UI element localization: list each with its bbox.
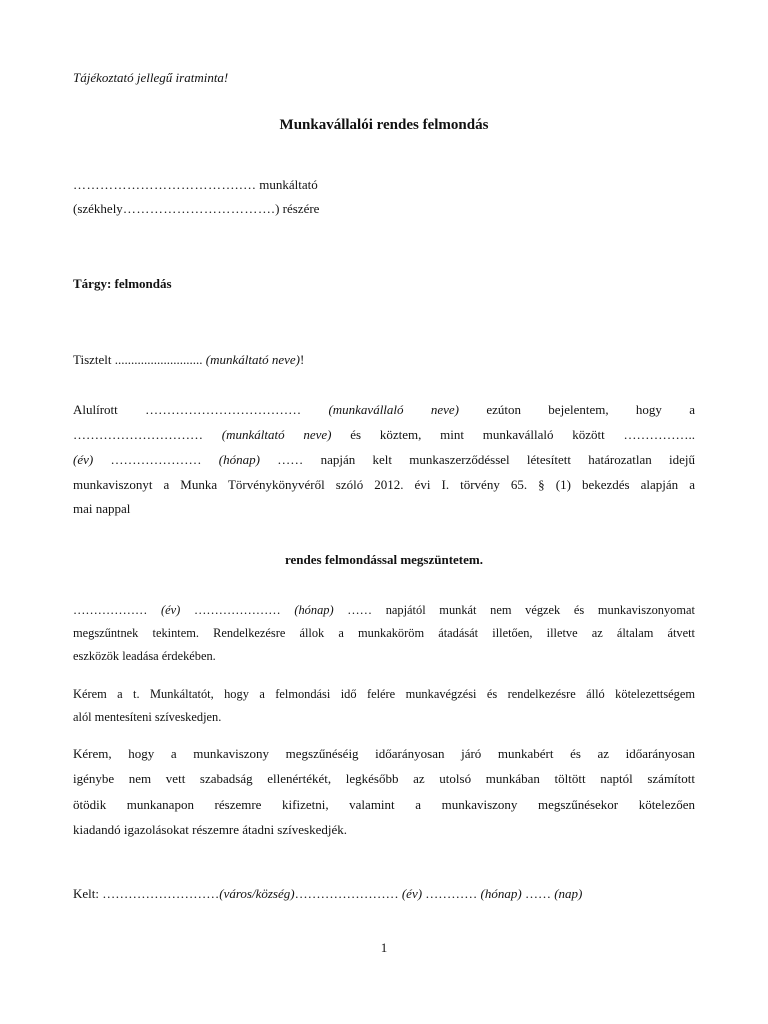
blank-employer-name: ………………………… — [73, 427, 203, 442]
text: napján kelt munkaszerződéssel létesített határozatlan idejű — [320, 452, 696, 467]
para3-line-2: alól mentesíteni szíveskedjen. — [73, 710, 222, 724]
date-label: Kelt: — [73, 886, 99, 901]
document-title: Munkavállalói rendes felmondás — [279, 117, 489, 133]
para1-line-5: mai nappal — [73, 501, 131, 516]
placeholder-month: (hónap) — [218, 452, 260, 467]
para3-line-1: Kérem a t. Munkáltatót, hogy a felmondási idő felére munkavégzési és rendelkezésre álló kötelezettségem — [73, 687, 695, 701]
blank-month: ………… — [425, 886, 478, 901]
blank-year: ……………… — [73, 603, 148, 617]
addressee-line-2 — [73, 201, 319, 217]
placeholder-day: (nap) — [554, 886, 583, 901]
para1-line-1 — [73, 402, 695, 418]
greeting-prefix: Tisztelt — [73, 352, 112, 367]
para4-line-2: igénybe nem vett szabadság ellenértékét, legkésőbb az utolsó munkában töltött naptól számított — [73, 771, 695, 786]
para2-line-2: megszűntnek tekintem. Rendelkezésre állok a munkaköröm átadását illetően, illetve az általam átvett — [73, 626, 695, 640]
text: ezúton bejelentem, hogy a — [486, 402, 696, 417]
para2-line-1 — [73, 603, 695, 618]
blank-month: ………………… — [193, 603, 281, 617]
blank-seat: ……………………………. — [122, 201, 276, 216]
blank-year: …………….. — [623, 427, 696, 442]
text: napjától munkát nem végzek és munkaviszonyomat — [385, 603, 695, 617]
blank-month: ………………… — [110, 452, 202, 467]
addressee-line-1 — [73, 177, 318, 193]
placeholder-city: (város/község) — [219, 886, 295, 901]
blank-employer-name: ........................... — [114, 352, 203, 367]
blank-day: …… — [277, 452, 304, 467]
placeholder-month: (hónap) — [294, 603, 334, 617]
para4-line-4: kiadandó igazolásokat részemre átadni szíveskedjék. — [73, 822, 347, 837]
statement: rendes felmondással megszüntetem. — [285, 552, 483, 567]
text: Alulírott — [73, 402, 118, 417]
para4-line-3: ötödik munkanapon részemre kifizetni, valamint a munkaviszony megszűnésekor kötelezően — [73, 797, 695, 812]
para1-line-2 — [73, 427, 695, 443]
header-note: Tájékoztató jellegű iratminta! — [73, 70, 229, 85]
recipient-suffix: ) részére — [275, 201, 320, 216]
text: és köztem, mint munkavállaló között — [350, 427, 605, 442]
para1-line-3 — [73, 452, 695, 468]
date-line — [73, 886, 582, 902]
para1-line-4: munkaviszonyt a Munka Törvénykönyvéről szóló 2012. évi I. törvény 65. § (1) bekezdés alapján a — [73, 477, 695, 492]
blank-city: ……………………… — [102, 886, 220, 901]
blank-day: …… — [347, 603, 373, 617]
placeholder-month: (hónap) — [480, 886, 522, 901]
para2-line-3: eszközök leadása érdekében. — [73, 649, 216, 663]
subject-line: Tárgy: felmondás — [73, 276, 172, 291]
greeting-suffix: ! — [300, 352, 305, 367]
placeholder-year: (év) — [73, 452, 94, 467]
placeholder-employer-name: (munkáltató neve) — [205, 352, 300, 367]
para4-line-1: Kérem, hogy a munkaviszony megszűnéséig időarányosan járó munkabért és az időarányosan — [73, 746, 695, 761]
seat-label: (székhely — [73, 201, 123, 216]
greeting — [73, 352, 304, 368]
blank-employee-name: ……………………………… — [145, 402, 302, 417]
placeholder-employee-name: (munkavállaló neve) — [328, 402, 459, 417]
addressee-label: munkáltató — [259, 177, 318, 192]
placeholder-employer-name: (munkáltató neve) — [221, 427, 332, 442]
blank-employer: ……………………………….…. — [73, 177, 256, 192]
placeholder-year: (év) — [161, 603, 181, 617]
page-number: 1 — [380, 940, 388, 955]
placeholder-year: (év) — [401, 886, 423, 901]
blank-day: …… — [524, 886, 551, 901]
blank-year: …………………… — [294, 886, 399, 901]
